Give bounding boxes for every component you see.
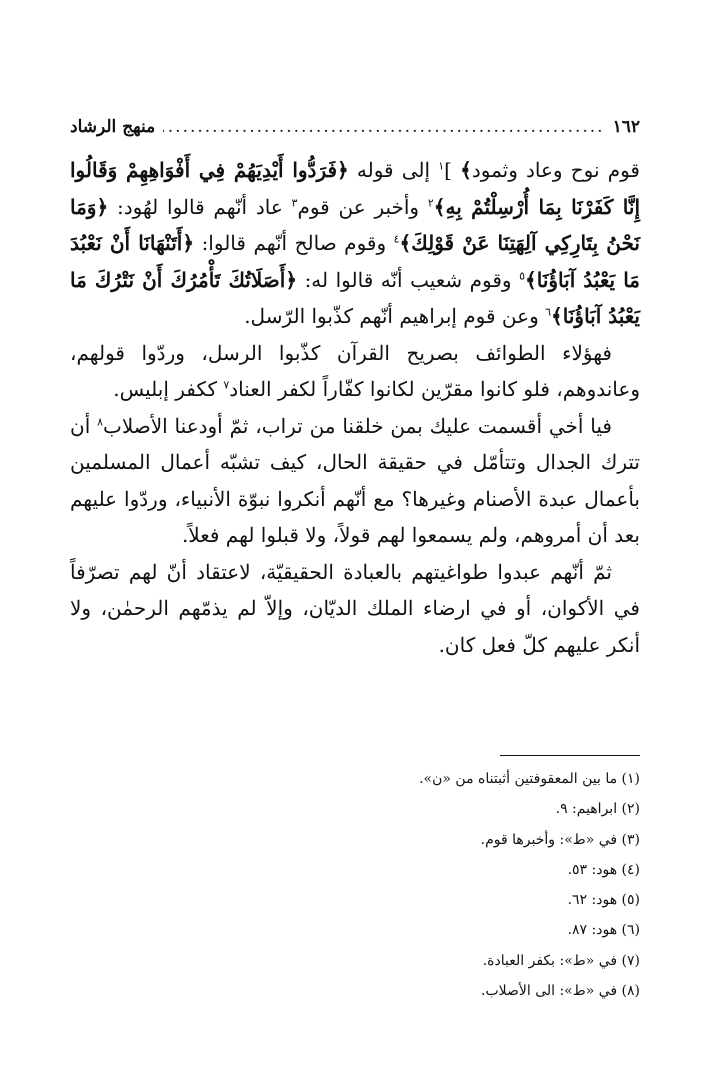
footnote-separator bbox=[500, 755, 640, 756]
footnote-ref-8: ٨ bbox=[97, 414, 104, 428]
text-run: عاد أنّهم قالوا لهُود: bbox=[108, 194, 292, 219]
footnote-item: (٣) في «ط»: وأخبرها قوم. bbox=[480, 831, 640, 848]
text-run: وقوم شعيب أنّه قالوا له: bbox=[297, 267, 520, 292]
quran-verse: ﴿أَصَلَاتُكَ تَأْمُرُكَ أَنْ نَتْرُكَ مَا يَعْبُدُ آبَاؤُنَا﴾ bbox=[70, 267, 640, 328]
text-run: ككفر إبليس. bbox=[113, 377, 224, 401]
text-run: إلى قوله bbox=[348, 158, 439, 182]
footnote-item: (٥) هود: ٦٢. bbox=[567, 892, 640, 909]
quran-verse: ﴿فَرَدُّوا أَيْدِيَهُمْ فِي أَفْوَاهِهِمْ وَقَالُوا إِنَّا كَفَرْنَا بِمَا أُرْسِلْتُمْ بِهِ﴾ bbox=[70, 158, 640, 219]
paragraph-1 bbox=[70, 152, 640, 335]
footnote-ref-1: ١ bbox=[438, 159, 445, 173]
footnote-item: (١) ما بين المعقوفتين أثبتناه من «ن». bbox=[419, 771, 640, 787]
text-run: فيا أخي أقسمت عليك بمن خلقنا من تراب، ثمّ أودعنا الأصلاب bbox=[103, 413, 612, 438]
text-run: أن تترك الجدال وتتأمّل في حقيقة الحال، كيف تشبّه أعمال المسلمين بأعمال عبدة الأصنام وغيرها؟ مع أنّهم أنكروا نبوّة الأنبياء، وردّوا عليهم بعد أن أمروهم، ولم يسمعوا لهم قولاً، ولا قبلوا لهم فعلاً. bbox=[70, 413, 640, 547]
paragraph-3 bbox=[70, 408, 640, 554]
leader-dots bbox=[163, 117, 604, 137]
footnote-ref-5: ٥ bbox=[519, 268, 525, 282]
footnote-ref-4: ٤ bbox=[393, 232, 400, 246]
text-run: وقوم صالح أنّهم قالوا: bbox=[194, 231, 394, 255]
page-number: ١٦٢ bbox=[612, 117, 640, 137]
footnote-item: (٧) في «ط»: بكفر العبادة. bbox=[482, 952, 640, 969]
book-title: منهج الرشاد bbox=[70, 117, 156, 137]
footnotes-list bbox=[70, 764, 640, 1006]
quran-verse: ﴿أَتَنْهَانَا أَنْ نَعْبُدَ مَا يَعْبُدُ آبَاؤُنَا﴾ bbox=[70, 231, 641, 292]
footnote-item: (٤) هود: ٥٣. bbox=[567, 861, 640, 878]
footnote-item: (٢) ابراهيم: ٩. bbox=[555, 801, 640, 818]
quran-bracket: ﴾ bbox=[460, 158, 472, 182]
text-run: وأخبر عن قوم bbox=[297, 194, 428, 219]
text-run: فهؤلاء الطوائف بصريح القرآن كذّبوا الرسل، وردّوا قولهم، وعاندوهم، فلو كانوا مقرّين لكانوا كفّاراً لكفر العناد bbox=[70, 340, 640, 401]
text-run: وعن قوم إبراهيم أنّهم كذّبوا الرّسل. bbox=[244, 304, 546, 328]
footnote-ref-6: ٦ bbox=[545, 305, 552, 319]
paragraph-2 bbox=[70, 335, 640, 408]
footnote-ref-7: ٧ bbox=[223, 378, 230, 392]
running-header bbox=[70, 112, 640, 142]
text-run: ] bbox=[444, 158, 461, 182]
paragraph-4: ثمّ أنّهم عبدوا طواغيتهم بالعبادة الحقيقيّة، لاعتقاد أنّ لهم تصرّفاً في الأكوان، أو في ارضاء الملك الديّان، وإلاّ لم يذمّهم الرحمٰن، ولا أنكر عليهم كلّ فعل كان. bbox=[70, 559, 640, 657]
footnote-ref-2: ٢ bbox=[427, 195, 434, 209]
footnote-ref-3: ٣ bbox=[291, 195, 298, 209]
footnote-item: (٨) في «ط»: الى الأصلاب. bbox=[481, 983, 640, 1000]
text-run: قوم نوح وعاد وثمود bbox=[471, 158, 640, 182]
footnote-item: (٦) هود: ٨٧. bbox=[567, 922, 640, 939]
main-text bbox=[70, 152, 640, 663]
quran-verse: ﴿وَمَا نَحْنُ بِتَارِكِي آلِهَتِنَا عَنْ قَوْلِكَ﴾ bbox=[70, 194, 640, 255]
